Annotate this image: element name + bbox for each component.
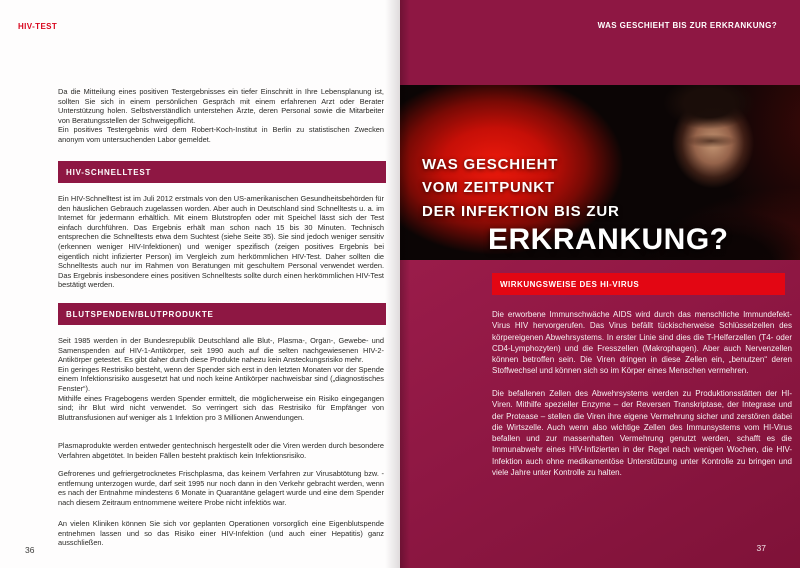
section-banner-wirkungsweise (492, 273, 785, 295)
running-head-left: HIV-TEST (18, 22, 58, 31)
hero-title (422, 153, 620, 223)
section-heading: HIV-SCHNELLTEST (66, 167, 152, 177)
page-number-left: 36 (25, 545, 35, 555)
hero-title-line: DER INFEKTION BIS ZUR (422, 202, 620, 220)
right-page (400, 0, 800, 568)
blutspenden-block-2 (58, 441, 384, 460)
body-paragraph: Seit 1985 werden in der Bundesrepublik Deutschland alle Blut-, Plasma-, Organ-, Gewebe- und Samenspenden auf HIV-1-Antikörper, seit 1990 auch auf die selten nachgewiesenen HIV-2-Antikörper getestet. Es gibt daher durch diese Produkte nahezu kein Ansteckungsrisiko mehr. (58, 336, 384, 365)
section-heading: WIRKUNGSWEISE DES HI-VIRUS (500, 279, 640, 289)
body-paragraph: An vielen Kliniken können Sie sich vor geplanten Operationen vorsorglich eine Eigenblutspende entnehmen lassen und so das Risiko einer HIV-Infektion (und auch einer Hepatitis) ganz ausschließen. (58, 519, 384, 548)
body-paragraph: Ein HIV-Schnelltest ist im Juli 2012 erstmals von den US-amerikanischen Gesundheitsbehörden für den häuslichen Gebrauch zugelassen worden. Aber auch in Deutschland sind Schnelltests u. a. im Internet für jedermann erhältlich. Mit einem Blutstropfen oder mit Speichel lässt sich der Test einfach durchführen. Das Ergebnis erhält man schon nach 15 bis 30 Minuten. Technisch entsprechen die Schnelltests etwa dem Suchtest (siehe Seite 35). Sie sind jedoch weniger sensitiv (erkennen weniger HIV-Infektionen) und weniger spezifisch (zeigen positives Ergebnis bei eigentlich nicht infizierter Person) im Vergleich zum herkömmlichen HIV-Test. Daher sollten die Schnelltests auch nur im Rahmen von Beratungen mit geschultem Personal verwendet werden. Das Ergebnis insbesondere eines positiven Schnelltests sollte durch einen herkömmlichen HIV-Test bestätigt werden. (58, 194, 384, 290)
body-paragraph: Mithilfe eines Fragebogens werden Spender ermittelt, die möglicherweise ein Risiko eingegangen sind; ihr Blut wird nicht verwendet. So verringert sich das Restrisiko für Empfänger von Bluttransfusionen auf weniger als 1 Infektion pro 3 Millionen Anwendungen. (58, 393, 384, 422)
page-number-right: 37 (756, 543, 766, 553)
section-banner-blutspenden (58, 303, 386, 325)
body-paragraph: Ein positives Testergebnis wird dem Robert-Koch-Institut in Berlin zu statistischen Zwecken anonym vom untersuchenden Labor gemeldet. (58, 125, 384, 144)
section-banner-hiv-schnelltest (58, 161, 386, 183)
virus-block-2 (492, 388, 792, 478)
body-paragraph: Ein geringes Restrisiko besteht, wenn der Spender sich erst in den letzten Monaten vor der Spende einem Infektionsrisiko ausgesetzt hat und noch keine Antikörper nachweisbar sind („diagnostisches Fenster“). (58, 364, 384, 393)
spine-shadow (400, 0, 410, 568)
intro-block (58, 87, 384, 145)
hero-title-line: VOM ZEITPUNKT (422, 179, 555, 197)
spine-shadow (385, 0, 400, 568)
body-paragraph: Die befallenen Zellen des Abwehrsystems werden zu Produktionsstätten der HI-Viren. Mithilfe spezieller Enzyme – der Reversen Transkriptase, der Integrase und der Protease – stellen die Viren ihre eigene Vermehrung sicher und zerstören dabei die Wirtszelle. Auch wenn also wichtige Zellen des Immunsystems vom HI-Virus befallen und zur massenhaften Vermehrung genutzt werden, schafft es die Immunabwehr eines HIV-Infizierten in der Regel nach wenigen Wochen, die HIV-Infektion auch ohne medikamentöse Unterstützung unter Kontrolle zu bringen und viele Jahre unter Kontrolle zu halten. (492, 389, 792, 478)
top-band (400, 0, 800, 85)
hero-title-line: WAS GESCHIEHT (422, 156, 559, 173)
schnelltest-block (58, 194, 384, 290)
running-head-right: WAS GESCHIEHT BIS ZUR ERKRANKUNG? (597, 21, 777, 30)
virus-block-1 (492, 309, 792, 377)
blutspenden-block-4 (58, 519, 384, 548)
body-paragraph: Plasmaprodukte werden entweder gentechnisch hergestellt oder die Viren werden durch besondere Verfahren abgetötet. In beiden Fällen besteht praktisch kein Infektionsrisiko. (58, 441, 384, 460)
section-heading: BLUTSPENDEN/BLUTPRODUKTE (66, 309, 214, 319)
hero-title-emphasis: ERKRANKUNG? (488, 223, 729, 256)
body-paragraph: Die erworbene Immunschwäche AIDS wird durch das menschliche Immundefekt-Virus HIV hervorgerufen. Das Virus befällt tückischerweise Schlüsselzellen des körpereigenen Abwehrsystems. In erster Linie sind dies die T-Helferzellen (T4- oder CD4-Lymphozyten) und die Fresszellen (Makrophagen). Aber auch Nervenzellen können betroffen sein. Die Viren dringen in diese Zellen ein, „benutzen“ deren Stoffwechsel und können sich so im Körper eines Menschen vermehren. (492, 310, 792, 376)
blutspenden-block-3 (58, 469, 384, 507)
body-paragraph: Da die Mitteilung eines positiven Testergebnisses ein tiefer Einschnitt in Ihre Lebensplanung ist, sollten Sie sich in einem persönlichen Gespräch mit einem erfahrenen Arzt oder Berater Unterstützung holen. Selbstverständlich unterstehen Ärzte, deren Personal sowie die Mitarbeiter von Beratungsstellen der Schweigepflicht. (58, 87, 384, 125)
blutspenden-block-1 (58, 336, 384, 422)
portrait-photo (400, 85, 800, 260)
body-paragraph: Gefrorenes und gefriergetrocknetes Frischplasma, das keinem Verfahren zur Virusabtötung bzw. -entfernung unterzogen wurde, darf seit 1995 nur noch dann in den Verkehr gebracht werden, wenn es nach der Entnahme mindestens 6 Monate in Quarantäne gelagert wurde und eine dem Spender nach diesem Zeitraum entnommene weitere Probe nicht infektiös war. (58, 469, 384, 507)
